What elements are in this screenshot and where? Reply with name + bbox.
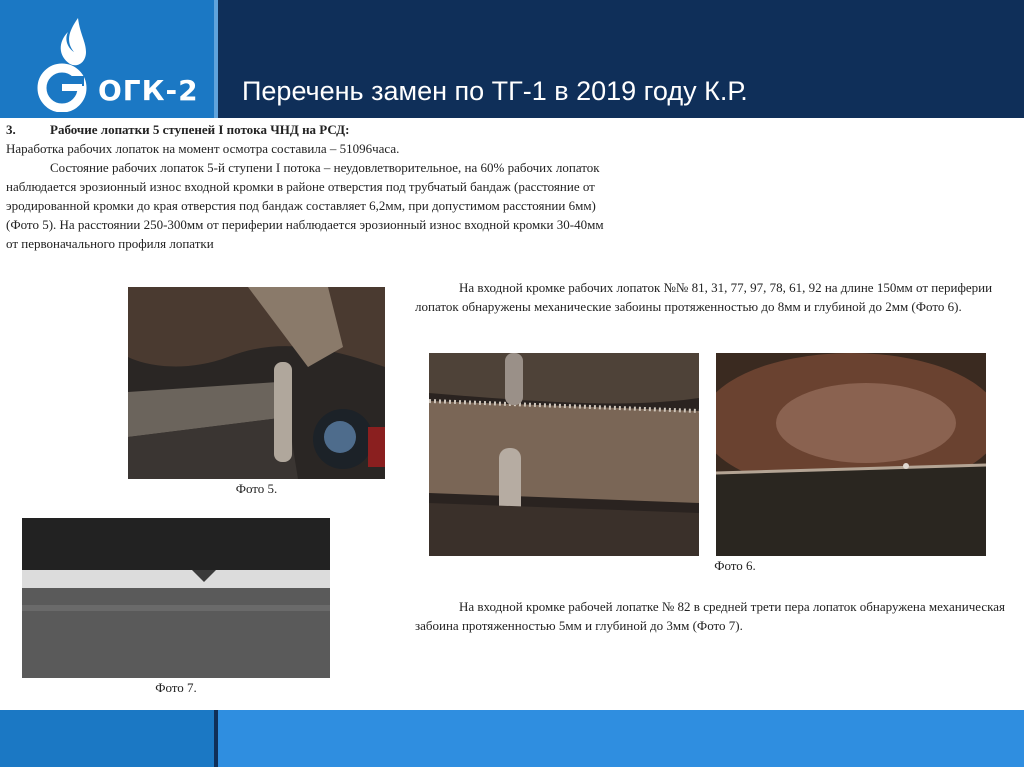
footer-left-panel <box>0 710 214 767</box>
paragraph-runtime: Наработка рабочих лопаток на момент осмотра составила – 51096часа. <box>6 141 400 156</box>
company-logo <box>28 12 198 112</box>
paragraph-condition: Состояние рабочих лопаток 5-й ступени I потока – неудовлетворительное, на 60% рабочих лопаток наблюдается эрозионный износ входной кромки в районе отверстия под трубчатый бандаж (расстояние от эродированной кромки до края отверстия под бандаж составляет 6,2мм, при допустимом расстоянии 6мм) (Фото 5). На расстоянии 250-300мм от периферии наблюдается эрозионный износ входной кромки 30-40мм от первоначального профиля лопатки <box>6 160 604 251</box>
paragraph-photo7: На входной кромке рабочей лопатке № 82 в средней трети пера лопаток обнаружена механическая забоина протяженностью 5мм и глубиной до 3мм (Фото 7). <box>415 599 1005 633</box>
left-text-block <box>6 139 606 253</box>
photo-5 <box>128 287 385 479</box>
section-number: 3. <box>6 122 16 137</box>
footer-right-panel <box>218 710 1024 767</box>
photo-6b <box>716 353 986 556</box>
caption-photo-5: Фото 5. <box>235 481 278 496</box>
page-title: Перечень замен по ТГ-1 в 2019 году К.Р. <box>242 76 748 106</box>
photo-6a <box>429 353 699 556</box>
section-heading <box>6 120 349 139</box>
right-text-block-1 <box>415 278 1005 316</box>
right-text-block-2 <box>415 597 1005 635</box>
caption-photo-6: Фото 6. <box>714 558 756 573</box>
logo-text: ОГК-2 <box>98 74 199 107</box>
section-heading-text: Рабочие лопатки 5 ступеней I потока ЧНД на РСД: <box>50 122 350 137</box>
photo-7 <box>22 518 330 678</box>
paragraph-photo6: На входной кромке рабочих лопаток №№ 81, 31, 77, 97, 78, 61, 92 на длине 150мм от периферии лопаток обнаружены механические забоины протяженностью до 8мм и глубиной до 2мм (Фото 6). <box>415 280 993 314</box>
caption-photo-7: Фото 7. <box>155 680 197 695</box>
